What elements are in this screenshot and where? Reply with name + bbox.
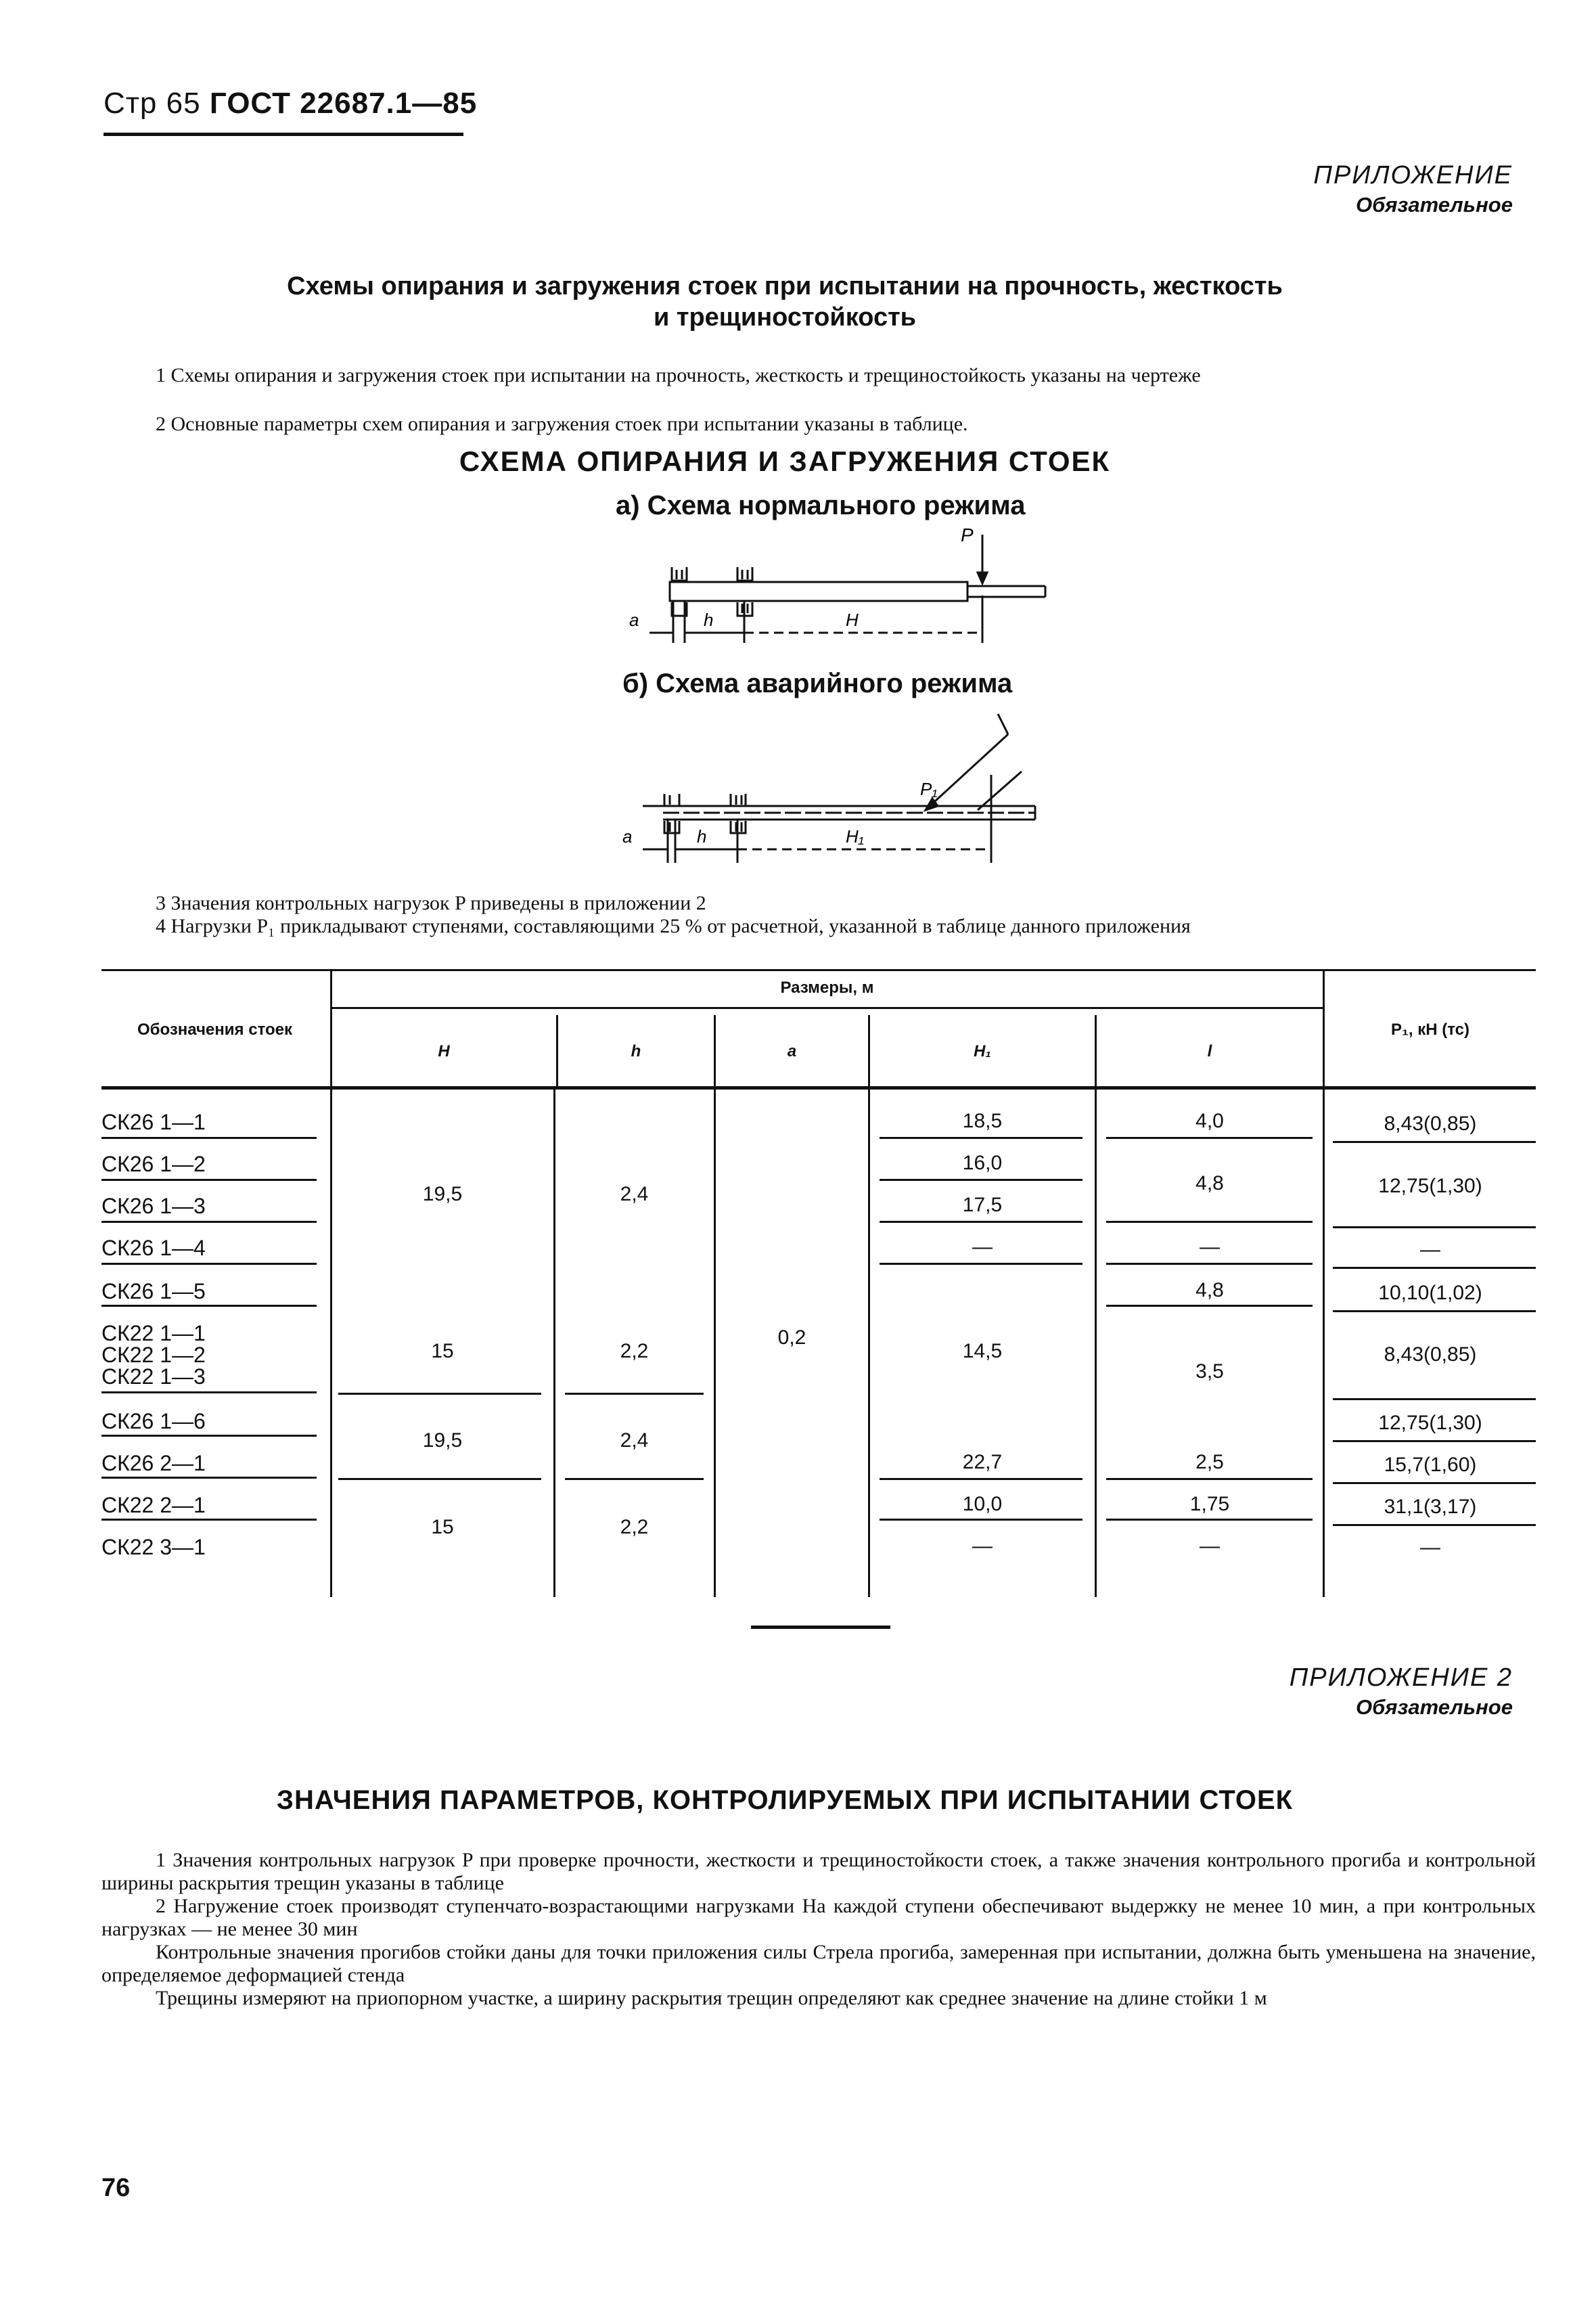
col-H: H — [438, 1042, 450, 1060]
row-designation-2: СК26 1—2 — [101, 1152, 206, 1176]
cell-h-4: 2,2 — [620, 1516, 649, 1538]
appendix-title — [122, 271, 1448, 333]
cell-l-5: 3,5 — [1195, 1360, 1224, 1383]
cell-l-7: 1,75 — [1189, 1493, 1230, 1515]
row-designation-5: СК26 1—5 — [101, 1279, 206, 1303]
appendix2-paragraph-3: Контрольные значения прогибов стойки даны для точки приложения силы Стрела прогиба, замеренная при испытании, должна быть уменьшена на значение, определяемое деформацией стенда — [101, 1941, 1536, 1986]
header-rule — [104, 133, 463, 136]
cell-l-4: 4,8 — [1195, 1279, 1224, 1301]
support-bottom-b1 — [664, 821, 679, 833]
appendix2-paragraph-1: 1 Значения контрольных нагрузок P при проверке прочности, жесткости и трещиностойкости стоек, а также значения контрольного прогиба и контрольной ширины раскрытия трещин указаны в таблице — [101, 1849, 1536, 1894]
page-footer-number: 76 — [101, 2174, 131, 2202]
support-top-b2 — [731, 794, 746, 806]
support-top-b1 — [664, 794, 679, 806]
appendix-title-line2: и трещиностойкость — [653, 303, 917, 332]
row-designation-10: СК26 2—1 — [101, 1451, 206, 1475]
cell-l-2: 4,8 — [1195, 1172, 1224, 1194]
appendix-status: Обязательное — [1356, 193, 1513, 217]
support-top-1 — [672, 567, 687, 581]
cell-H-2: 15 — [431, 1340, 454, 1362]
scheme-a-figure — [609, 528, 1055, 650]
label-h-b: h — [697, 826, 707, 847]
row-designation-3: СК26 1—3 — [101, 1194, 206, 1218]
scheme-b-figure — [602, 707, 1055, 870]
cell-P1-5: 8,43(0,85) — [1384, 1343, 1477, 1366]
paragraph-2: 2 Основные параметры схем опирания и загружения стоек при испытании указаны в таблице. — [156, 413, 968, 435]
row-designation-6: СК22 1—1 — [101, 1321, 206, 1345]
label-a-b: a — [622, 826, 633, 847]
appendix2-title: ЗНАЧЕНИЯ ПАРАМЕТРОВ, КОНТРОЛИРУЕМЫХ ПРИ ИСПЫТАНИИ СТОЕК — [276, 1785, 1294, 1815]
col-designation: Обозначения стоек — [137, 1021, 293, 1039]
appendix2-label: ПРИЛОЖЕНИЕ 2 — [1289, 1663, 1513, 1692]
scheme-title: СХЕМА ОПИРАНИЯ И ЗАГРУЖЕНИЯ СТОЕК — [459, 445, 1111, 477]
paragraph-1: 1 Схемы опирания и загружения стоек при испытании на прочность, жесткость и трещиностойкость указаны на чертеже — [156, 364, 1201, 386]
cell-H-3: 19,5 — [422, 1429, 463, 1452]
row-designation-1: СК26 1—1 — [101, 1110, 206, 1134]
beam-a — [670, 582, 967, 601]
cell-H1-4: — — [972, 1236, 993, 1258]
row-designation-12: СК22 3—1 — [101, 1535, 206, 1559]
col-group-sizes: Размеры, м — [780, 979, 874, 997]
cell-l-8: — — [1200, 1535, 1220, 1557]
appendix-label: ПРИЛОЖЕНИЕ — [1313, 161, 1513, 189]
cell-H1-8: — — [972, 1535, 993, 1557]
cell-H1-3: 17,5 — [962, 1194, 1003, 1216]
cell-H1-7: 10,0 — [962, 1493, 1003, 1515]
cell-l-3: — — [1200, 1236, 1220, 1258]
cell-H1-2: 16,0 — [962, 1152, 1003, 1174]
cell-H1-6: 22,7 — [962, 1451, 1003, 1473]
col-l: l — [1207, 1042, 1212, 1060]
cell-P1-1: 8,43(0,85) — [1384, 1113, 1477, 1135]
section-separator — [751, 1626, 890, 1629]
label-a: a — [629, 610, 639, 630]
cell-P1-9: — — [1420, 1536, 1440, 1559]
appendix2-paragraph-2: 2 Нагружение стоек производят ступенчато-возрастающими нагрузками На каждой ступени обеспечивают выдержку не менее 10 мин, а при контрольных нагрузках — не менее 30 мин — [101, 1895, 1536, 1940]
cell-H1-1: 18,5 — [962, 1110, 1003, 1132]
cell-P1-8: 31,1(3,17) — [1384, 1496, 1477, 1518]
col-h: h — [631, 1042, 641, 1060]
cell-h-2: 2,2 — [620, 1340, 649, 1362]
cell-P1-4: 10,10(1,02) — [1378, 1282, 1482, 1304]
cell-l-1: 4,0 — [1195, 1110, 1224, 1132]
cell-H-1: 19,5 — [422, 1183, 463, 1205]
scheme-a-label: а) Схема нормального режима — [616, 491, 1026, 520]
label-P: P — [961, 528, 974, 545]
paragraph-3: 3 Значения контрольных нагрузок P приведены в приложении 2 — [156, 892, 706, 914]
scheme-b-label: б) Схема аварийного режима — [622, 669, 1013, 698]
cell-H-4: 15 — [431, 1516, 454, 1538]
label-H1-b: H₁ — [846, 826, 864, 847]
page-number: 65 — [166, 87, 201, 120]
standard-number: ГОСТ 22687.1—85 — [209, 87, 478, 120]
row-designation-9: СК26 1—6 — [101, 1409, 206, 1433]
cell-H1-5: 14,5 — [962, 1340, 1003, 1362]
cell-P1-6: 12,75(1,30) — [1378, 1412, 1482, 1434]
col-P1: P₁, кН (тс) — [1390, 1021, 1470, 1039]
col-a: a — [787, 1042, 797, 1060]
appendix-title-line1: Схемы опирания и загружения стоек при испытании на прочность, жесткость — [287, 272, 1283, 300]
cell-P1-7: 15,7(1,60) — [1384, 1454, 1477, 1476]
appendix2-paragraph-4: Трещины измеряют на приопорном участке, а ширину раскрытия трещин определяют как среднее значение на длине стойки 1 м — [156, 1987, 1267, 2009]
row-designation-11: СК22 2—1 — [101, 1493, 206, 1517]
cell-a: 0,2 — [777, 1326, 806, 1349]
cell-P1-3: — — [1420, 1238, 1440, 1261]
label-P1: P₁ — [920, 779, 938, 799]
appendix2-status: Обязательное — [1356, 1695, 1513, 1719]
row-designation-4: СК26 1—4 — [101, 1236, 206, 1260]
cell-h-3: 2,4 — [620, 1429, 649, 1452]
label-H: H — [846, 610, 859, 630]
cell-l-6: 2,5 — [1195, 1451, 1224, 1473]
paragraph-4: 4 Нагрузки P₁ прикладывают ступенями, составляющими 25 % от расчетной, указанной в таблице данного приложения — [156, 915, 1191, 937]
support-top-2 — [737, 567, 752, 581]
page-prefix: Стр — [104, 87, 158, 120]
label-h: h — [704, 610, 714, 630]
cell-P1-2: 12,75(1,30) — [1378, 1175, 1482, 1197]
row-designation-8: СК22 1—3 — [101, 1364, 206, 1389]
cell-h-1: 2,4 — [620, 1183, 649, 1205]
col-H1: H₁ — [974, 1042, 991, 1060]
running-header — [104, 87, 477, 120]
row-designation-7: СК22 1—2 — [101, 1343, 206, 1367]
